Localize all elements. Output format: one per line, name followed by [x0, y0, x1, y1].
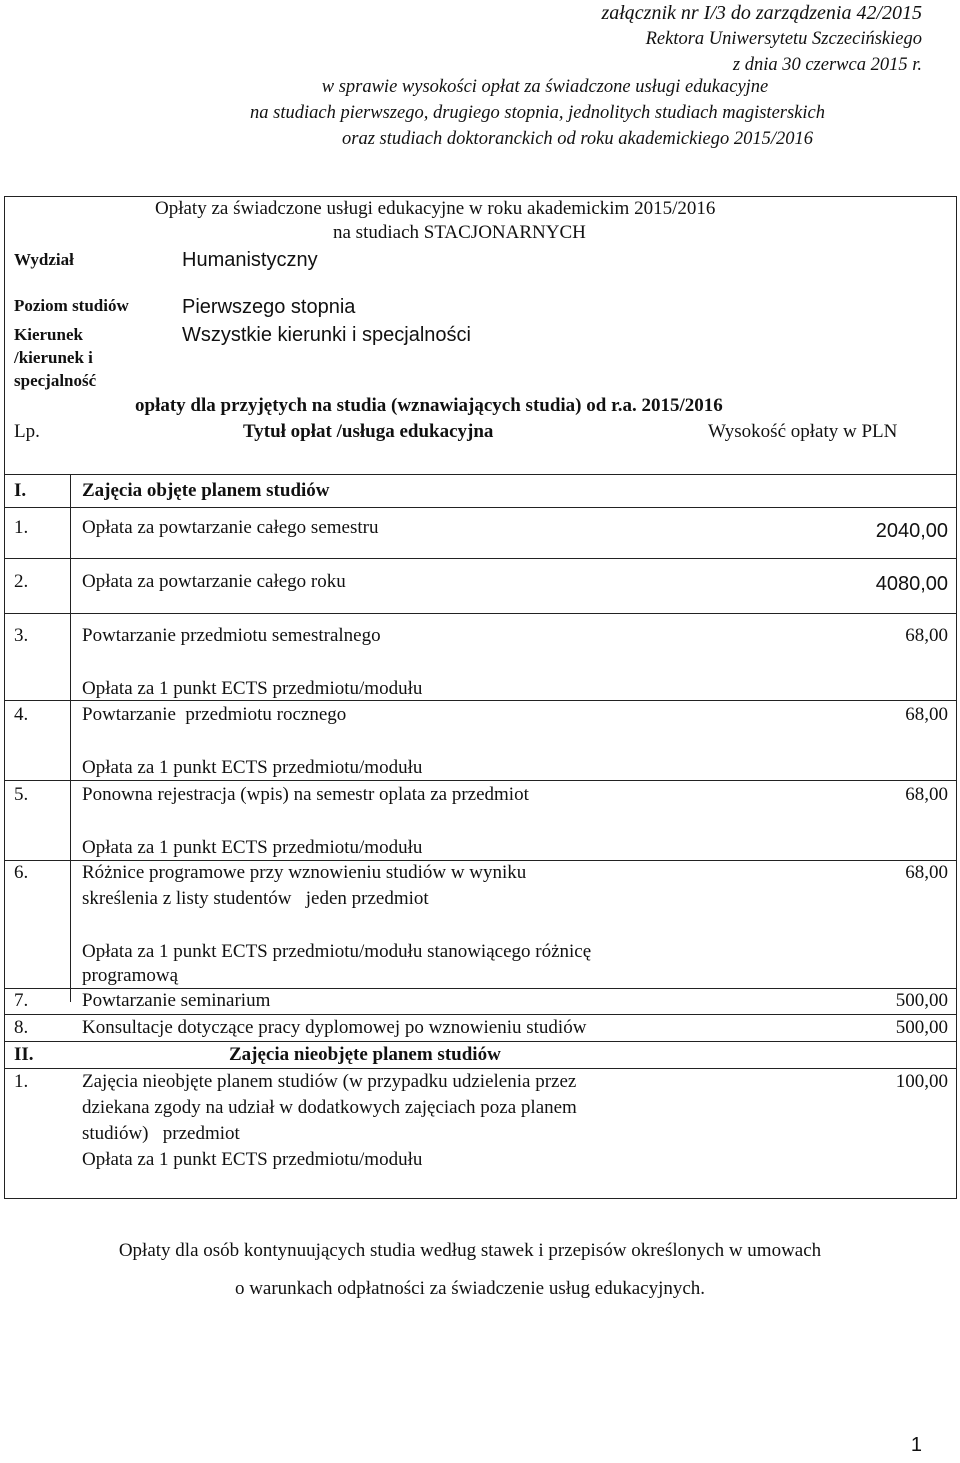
- header-line-2: Rektora Uniwersytetu Szczecińskiego: [645, 29, 922, 49]
- lp-column-divider: [70, 475, 71, 1002]
- poziom-label: Poziom studiów: [14, 296, 129, 315]
- row-1-text: Opłata za powtarzanie całego semestru: [82, 517, 379, 538]
- row-7-number: 7.: [14, 990, 29, 1011]
- row-4-note: Opłata za 1 punkt ECTS przedmiotu/modułu: [82, 757, 423, 778]
- row-6-text-2: skreślenia z listy studentów jeden przedmiot: [82, 888, 429, 909]
- row-divider: [4, 558, 957, 559]
- table-title-line-1: Opłaty za świadczone usługi edukacyjne w roku akademickim 2015/2016: [155, 198, 716, 219]
- document-header: [601, 0, 922, 78]
- row-4-amount: 68,00: [905, 704, 948, 725]
- row-divider: [4, 988, 957, 989]
- row-ii-1-line-4: Opłata za 1 punkt ECTS przedmiotu/modułu: [82, 1149, 423, 1170]
- row-6-number: 6.: [14, 862, 29, 883]
- kierunek-label-2: /kierunek i: [14, 348, 93, 367]
- row-3-number: 3.: [14, 625, 29, 646]
- row-2-amount: 4080,00: [875, 573, 948, 595]
- row-5-note: Opłata za 1 punkt ECTS przedmiotu/modułu: [82, 837, 423, 858]
- header-subject: [0, 74, 960, 152]
- row-7-text: Powtarzanie seminarium: [82, 990, 271, 1011]
- row-3-note: Opłata za 1 punkt ECTS przedmiotu/modułu: [82, 678, 423, 699]
- row-3-text: Powtarzanie przedmiotu semestralnego: [82, 625, 381, 646]
- row-divider: [4, 860, 957, 861]
- header-divider: [4, 474, 957, 475]
- header-line-4: w sprawie wysokości opłat za świadczone usługi edukacyjne: [321, 77, 769, 97]
- row-5-amount: 68,00: [905, 784, 948, 805]
- table-title-line-2: na studiach STACJONARNYCH: [333, 222, 586, 243]
- row-divider: [4, 1041, 957, 1042]
- header-line-1: załącznik nr I/3 do zarządzenia 42/2015: [601, 2, 922, 24]
- row-6-note: Opłata za 1 punkt ECTS przedmiotu/modułu stanowiącego różnicę: [82, 941, 592, 962]
- page-number: 1: [910, 1434, 922, 1456]
- column-header-title: Tytuł opłat /usługa edukacyjna: [243, 421, 494, 442]
- row-1-amount: 2040,00: [875, 520, 948, 542]
- row-4-text: Powtarzanie przedmiotu rocznego: [82, 704, 347, 725]
- column-header-lp: Lp.: [14, 421, 40, 442]
- kierunek-value: Wszystkie kierunki i specjalności: [182, 324, 471, 346]
- footer-line-1: Opłaty dla osób kontynuujących studia według stawek i przepisów określonych w umowach: [118, 1240, 822, 1261]
- row-8-text: Konsultacje dotyczące pracy dyplomowej po wznowieniu studiów: [82, 1017, 587, 1038]
- section-1-number: I.: [14, 480, 27, 501]
- wydzial-label: Wydział: [14, 250, 74, 269]
- column-header-amount: Wysokość opłaty w PLN: [708, 421, 898, 442]
- row-5-text: Ponowna rejestracja (wpis) na semestr oplata za przedmiot: [82, 784, 529, 805]
- row-6-amount: 68,00: [905, 862, 948, 883]
- fee-subtitle: opłaty dla przyjętych na studia (wznawiających studia) od r.a. 2015/2016: [135, 395, 723, 416]
- row-divider: [4, 1014, 957, 1015]
- header-line-3: z dnia 30 czerwca 2015 r.: [732, 55, 922, 75]
- row-6-text: Różnice programowe przy wznowieniu studiów w wyniku: [82, 862, 527, 883]
- row-ii-1-number: 1.: [14, 1071, 29, 1092]
- row-ii-1-line-2: dziekana zgody na udział w dodatkowych zajęciach poza planem: [82, 1097, 577, 1118]
- row-8-amount: 500,00: [895, 1017, 948, 1038]
- row-divider: [4, 613, 957, 614]
- row-ii-1-line-3: studiów) przedmiot: [82, 1123, 240, 1144]
- section-2-number: II.: [14, 1044, 34, 1065]
- wydzial-value: Humanistyczny: [182, 249, 318, 271]
- kierunek-label-3: specjalność: [14, 371, 97, 390]
- row-divider: [4, 780, 957, 781]
- row-divider: [4, 507, 957, 508]
- row-4-number: 4.: [14, 704, 29, 725]
- row-6-note-2: programową: [82, 965, 179, 986]
- kierunek-label-1: Kierunek: [14, 325, 83, 344]
- row-2-number: 2.: [14, 571, 29, 592]
- poziom-value: Pierwszego stopnia: [182, 296, 356, 318]
- section-2-title: Zajęcia nieobjęte planem studiów: [229, 1044, 501, 1065]
- header-line-5: na studiach pierwszego, drugiego stopnia, jednolitych studiach magisterskich: [250, 103, 825, 123]
- row-ii-1-line-1: Zajęcia nieobjęte planem studiów (w przypadku udzielenia przez: [82, 1071, 577, 1092]
- row-divider: [4, 1068, 957, 1069]
- row-8-number: 8.: [14, 1017, 29, 1038]
- row-divider: [4, 700, 957, 701]
- row-5-number: 5.: [14, 784, 29, 805]
- row-7-amount: 500,00: [895, 990, 948, 1011]
- row-3-amount: 68,00: [905, 625, 948, 646]
- row-2-text: Opłata za powtarzanie całego roku: [82, 571, 346, 592]
- header-line-6: oraz studiach doktoranckich od roku akademickiego 2015/2016: [342, 129, 813, 149]
- row-ii-1-amount: 100,00: [895, 1071, 948, 1092]
- row-1-number: 1.: [14, 517, 29, 538]
- section-1-title: Zajęcia objęte planem studiów: [82, 480, 330, 501]
- footer-line-2: o warunkach odpłatności za świadczenie usług edukacyjnych.: [234, 1278, 706, 1299]
